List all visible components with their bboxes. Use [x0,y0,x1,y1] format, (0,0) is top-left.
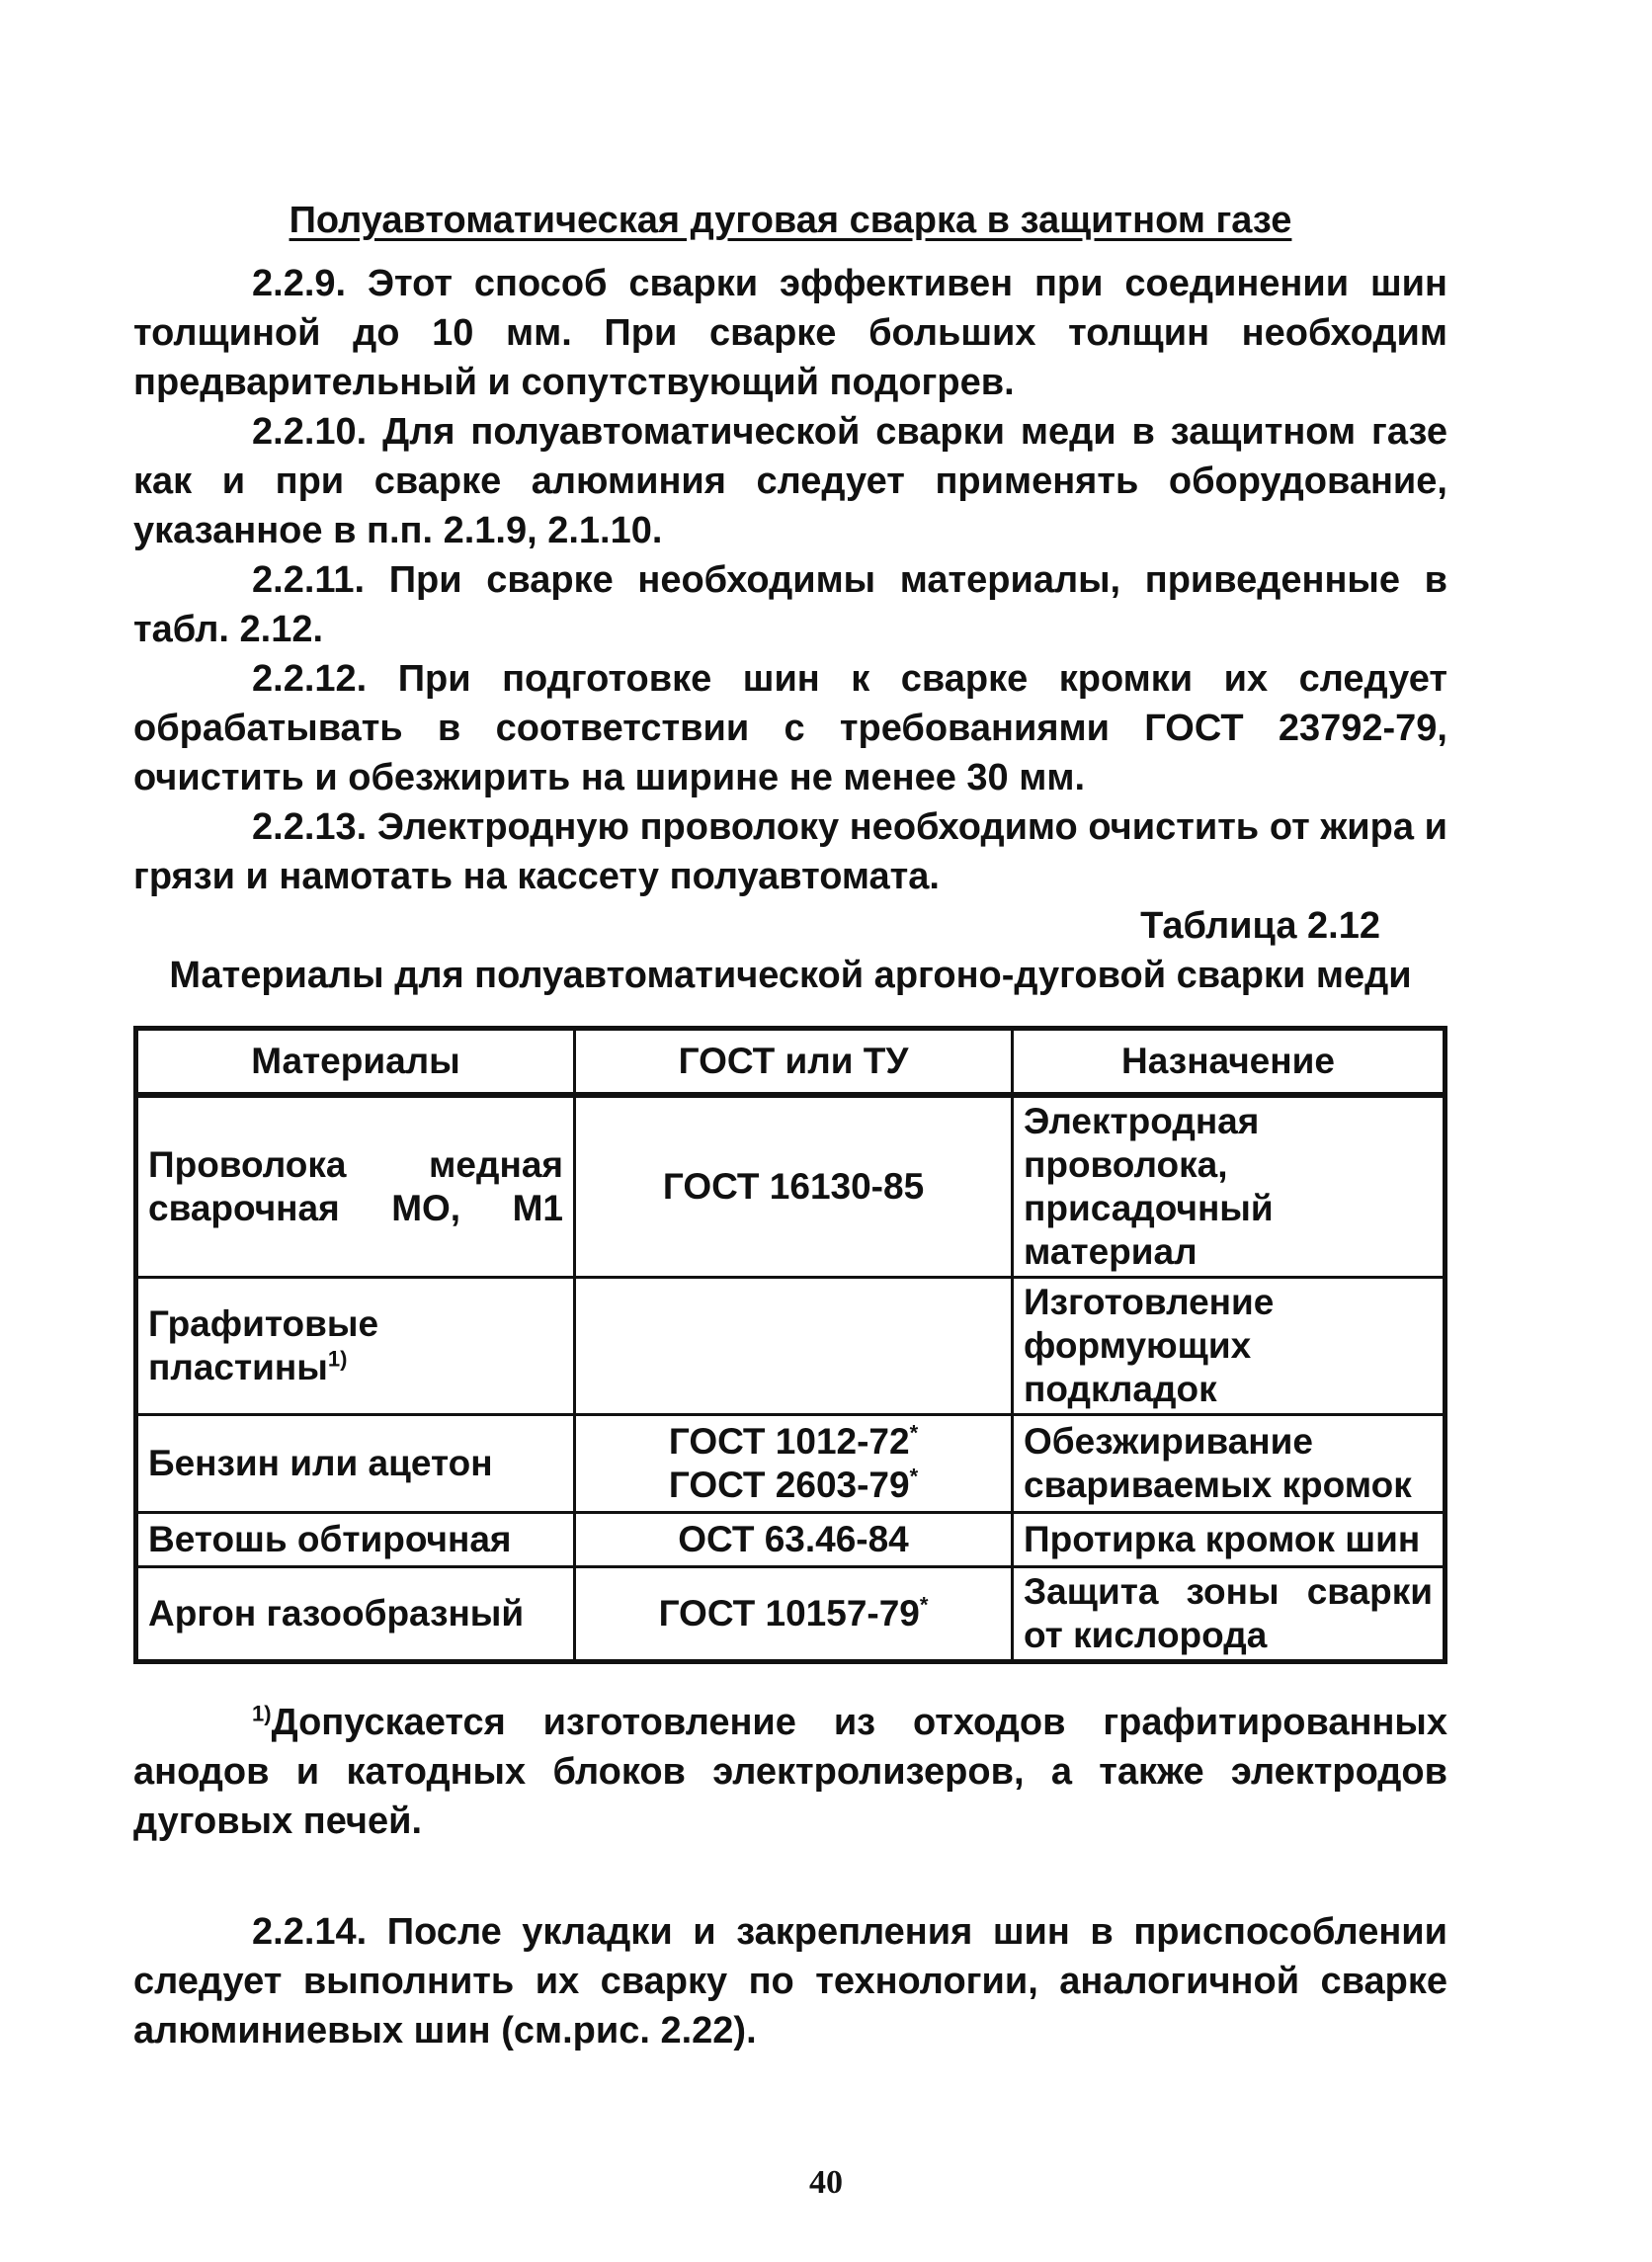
cell-purpose: Электродная проволока, присадочный материал [1013,1095,1446,1278]
cell-material [136,1567,575,1662]
gost-text: ГОСТ 10157-79 [658,1593,920,1634]
table-row [136,1513,1446,1567]
table-label: Таблица 2.12 [1140,905,1380,947]
header-purpose: Назначение [1013,1029,1446,1096]
cell-gost-empty [575,1278,1013,1415]
cell-material [136,1095,575,1278]
gost-text: ГОСТ 1012-72 [668,1421,910,1462]
page-content [133,196,1447,2055]
paragraph-2-2-9: 2.2.9. Этот способ сварки эффективен при соединении шин толщиной до 10 мм. При сварке больших толщин необходим предварительный и сопутствующий подогрев. [133,263,1447,403]
table-header-row [136,1029,1446,1096]
gost-text: ГОСТ 16130-85 [662,1166,925,1207]
asterisk-mark: * [909,1464,919,1489]
cell-purpose: Протирка кромок шин [1013,1513,1446,1567]
header-materials: Материалы [136,1029,575,1096]
paragraph-2-2-10: 2.2.10. Для полуавтоматической сварки меди в защитном газе как и при сварке алюминия следует применять оборудование, указанное в п.п. 2.1.9, 2.1.10. [133,411,1447,551]
cell-gost [575,1513,1013,1567]
table-row [136,1278,1446,1415]
cell-gost [575,1095,1013,1278]
cell-gost [575,1567,1013,1662]
table-title: Материалы для полуавтоматической аргоно-дуговой сварки меди [169,955,1412,996]
cell-purpose: Защита зоны сварки от кислорода [1013,1567,1446,1662]
footnote-marker: 1) [252,1701,272,1726]
spacer [133,1846,1447,1907]
header-gost: ГОСТ или ТУ [575,1029,1013,1096]
material-text: Графитовые пластины [148,1303,379,1387]
gost-line-1 [586,1420,1001,1464]
gost-text: ОСТ 63.46-84 [678,1519,909,1559]
material-text: Проволока медная сварочная МО, М1 [148,1144,563,1228]
material-text: Бензин или ацетон [148,1443,493,1483]
table-row [136,1567,1446,1662]
cell-purpose: Изготовление формующих подкладок [1013,1278,1446,1415]
cell-material [136,1415,575,1513]
gost-line-2 [586,1464,1001,1507]
asterisk-mark: * [909,1420,919,1446]
paragraph-2-2-12: 2.2.12. При подготовке шин к сварке кромки их следует обрабатывать в соответствии с требованиями ГОСТ 23792-79, очистить и обезжирить на ширине не менее 30 мм. [133,658,1447,798]
section-heading: Полуавтоматическая дуговая сварка в защитном газе [289,200,1292,241]
page-number: 40 [809,2164,843,2201]
table-row [136,1415,1446,1513]
material-text: Аргон газообразный [148,1593,525,1634]
cell-material [136,1278,575,1415]
paragraph-2-2-13: 2.2.13. Электродную проволоку необходимо очистить от жира и грязи и намотать на кассету полуавтомата. [133,806,1447,897]
gost-text-2: ГОСТ 2603-79 [668,1465,910,1505]
material-text: Ветошь обтирочная [148,1519,512,1559]
cell-material [136,1513,575,1567]
footnote-ref: 1) [327,1346,348,1372]
footnote-text: Допускается изготовление из отходов графитированных анодов и катодных блоков электролизеров, а также электродов дуговых печей. [133,1702,1447,1842]
cell-gost [575,1415,1013,1513]
paragraph-2-2-14: 2.2.14. После укладки и закрепления шин в приспособлении следует выполнить их сварку по технологии, аналогичной сварке алюминиевых шин (см.рис. 2.22). [133,1911,1447,2052]
asterisk-mark: * [919,1592,929,1618]
materials-table [133,1026,1447,1664]
table-row [136,1095,1446,1278]
table-footnote [133,1698,1447,1846]
cell-purpose: Обезжиривание свариваемых кромок [1013,1415,1446,1513]
paragraph-2-2-11: 2.2.11. При сварке необходимы материалы, приведенные в табл. 2.12. [133,559,1447,650]
